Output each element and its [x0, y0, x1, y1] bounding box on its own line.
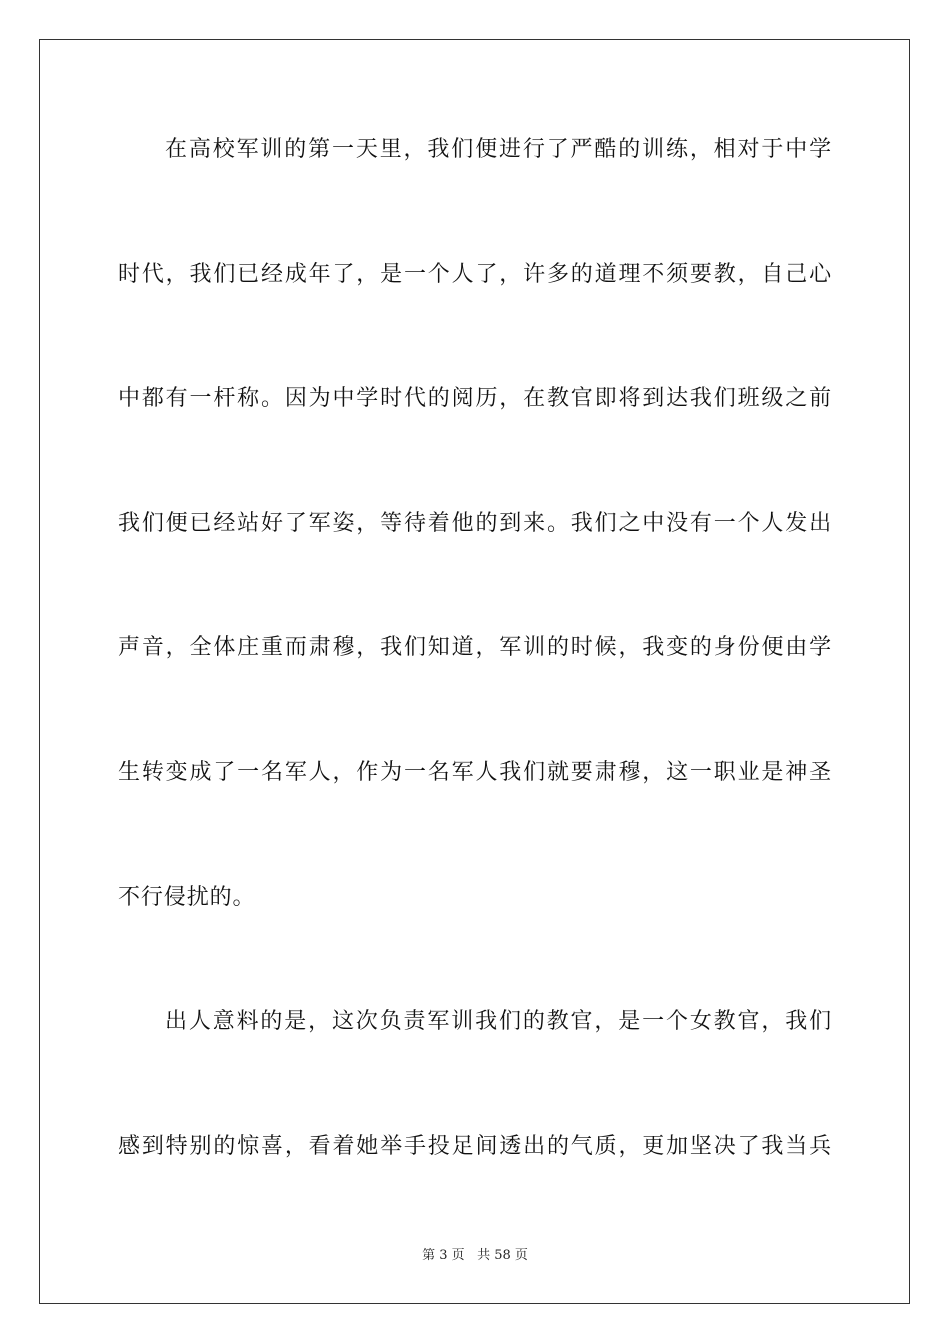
paragraph-1-line-2: 时代，我们已经成年了，是一个人了，许多的道理不须要教，自己心 [118, 262, 832, 287]
page-footer [0, 1247, 950, 1265]
paragraph-2-line-1: 出人意料的是，这次负责军训我们的教官，是一个女教官，我们 [165, 1009, 832, 1034]
total-pages: 共 58 页 [477, 1248, 528, 1263]
page-number: 第 3 页 [422, 1248, 465, 1263]
paragraph-1-line-1: 在高校军训的第一天里，我们便进行了严酷的训练，相对于中学 [165, 137, 832, 162]
paragraph-2-line-2: 感到特别的惊喜，看着她举手投足间透出的气质，更加坚决了我当兵 [118, 1134, 832, 1159]
paragraph-1-line-6: 生转变成了一名军人，作为一名军人我们就要肃穆，这一职业是神圣 [118, 760, 832, 785]
paragraph-1-line-4: 我们便已经站好了军姿，等待着他的到来。我们之中没有一个人发出 [118, 511, 832, 536]
paragraph-1-line-5: 声音，全体庄重而肃穆，我们知道，军训的时候，我变的身份便由学 [118, 635, 832, 660]
paragraph-1-line-7: 不行侵扰的。 [118, 885, 256, 910]
page-border [39, 39, 910, 1304]
paragraph-1-line-3: 中都有一杆称。因为中学时代的阅历，在教官即将到达我们班级之前 [118, 386, 832, 411]
